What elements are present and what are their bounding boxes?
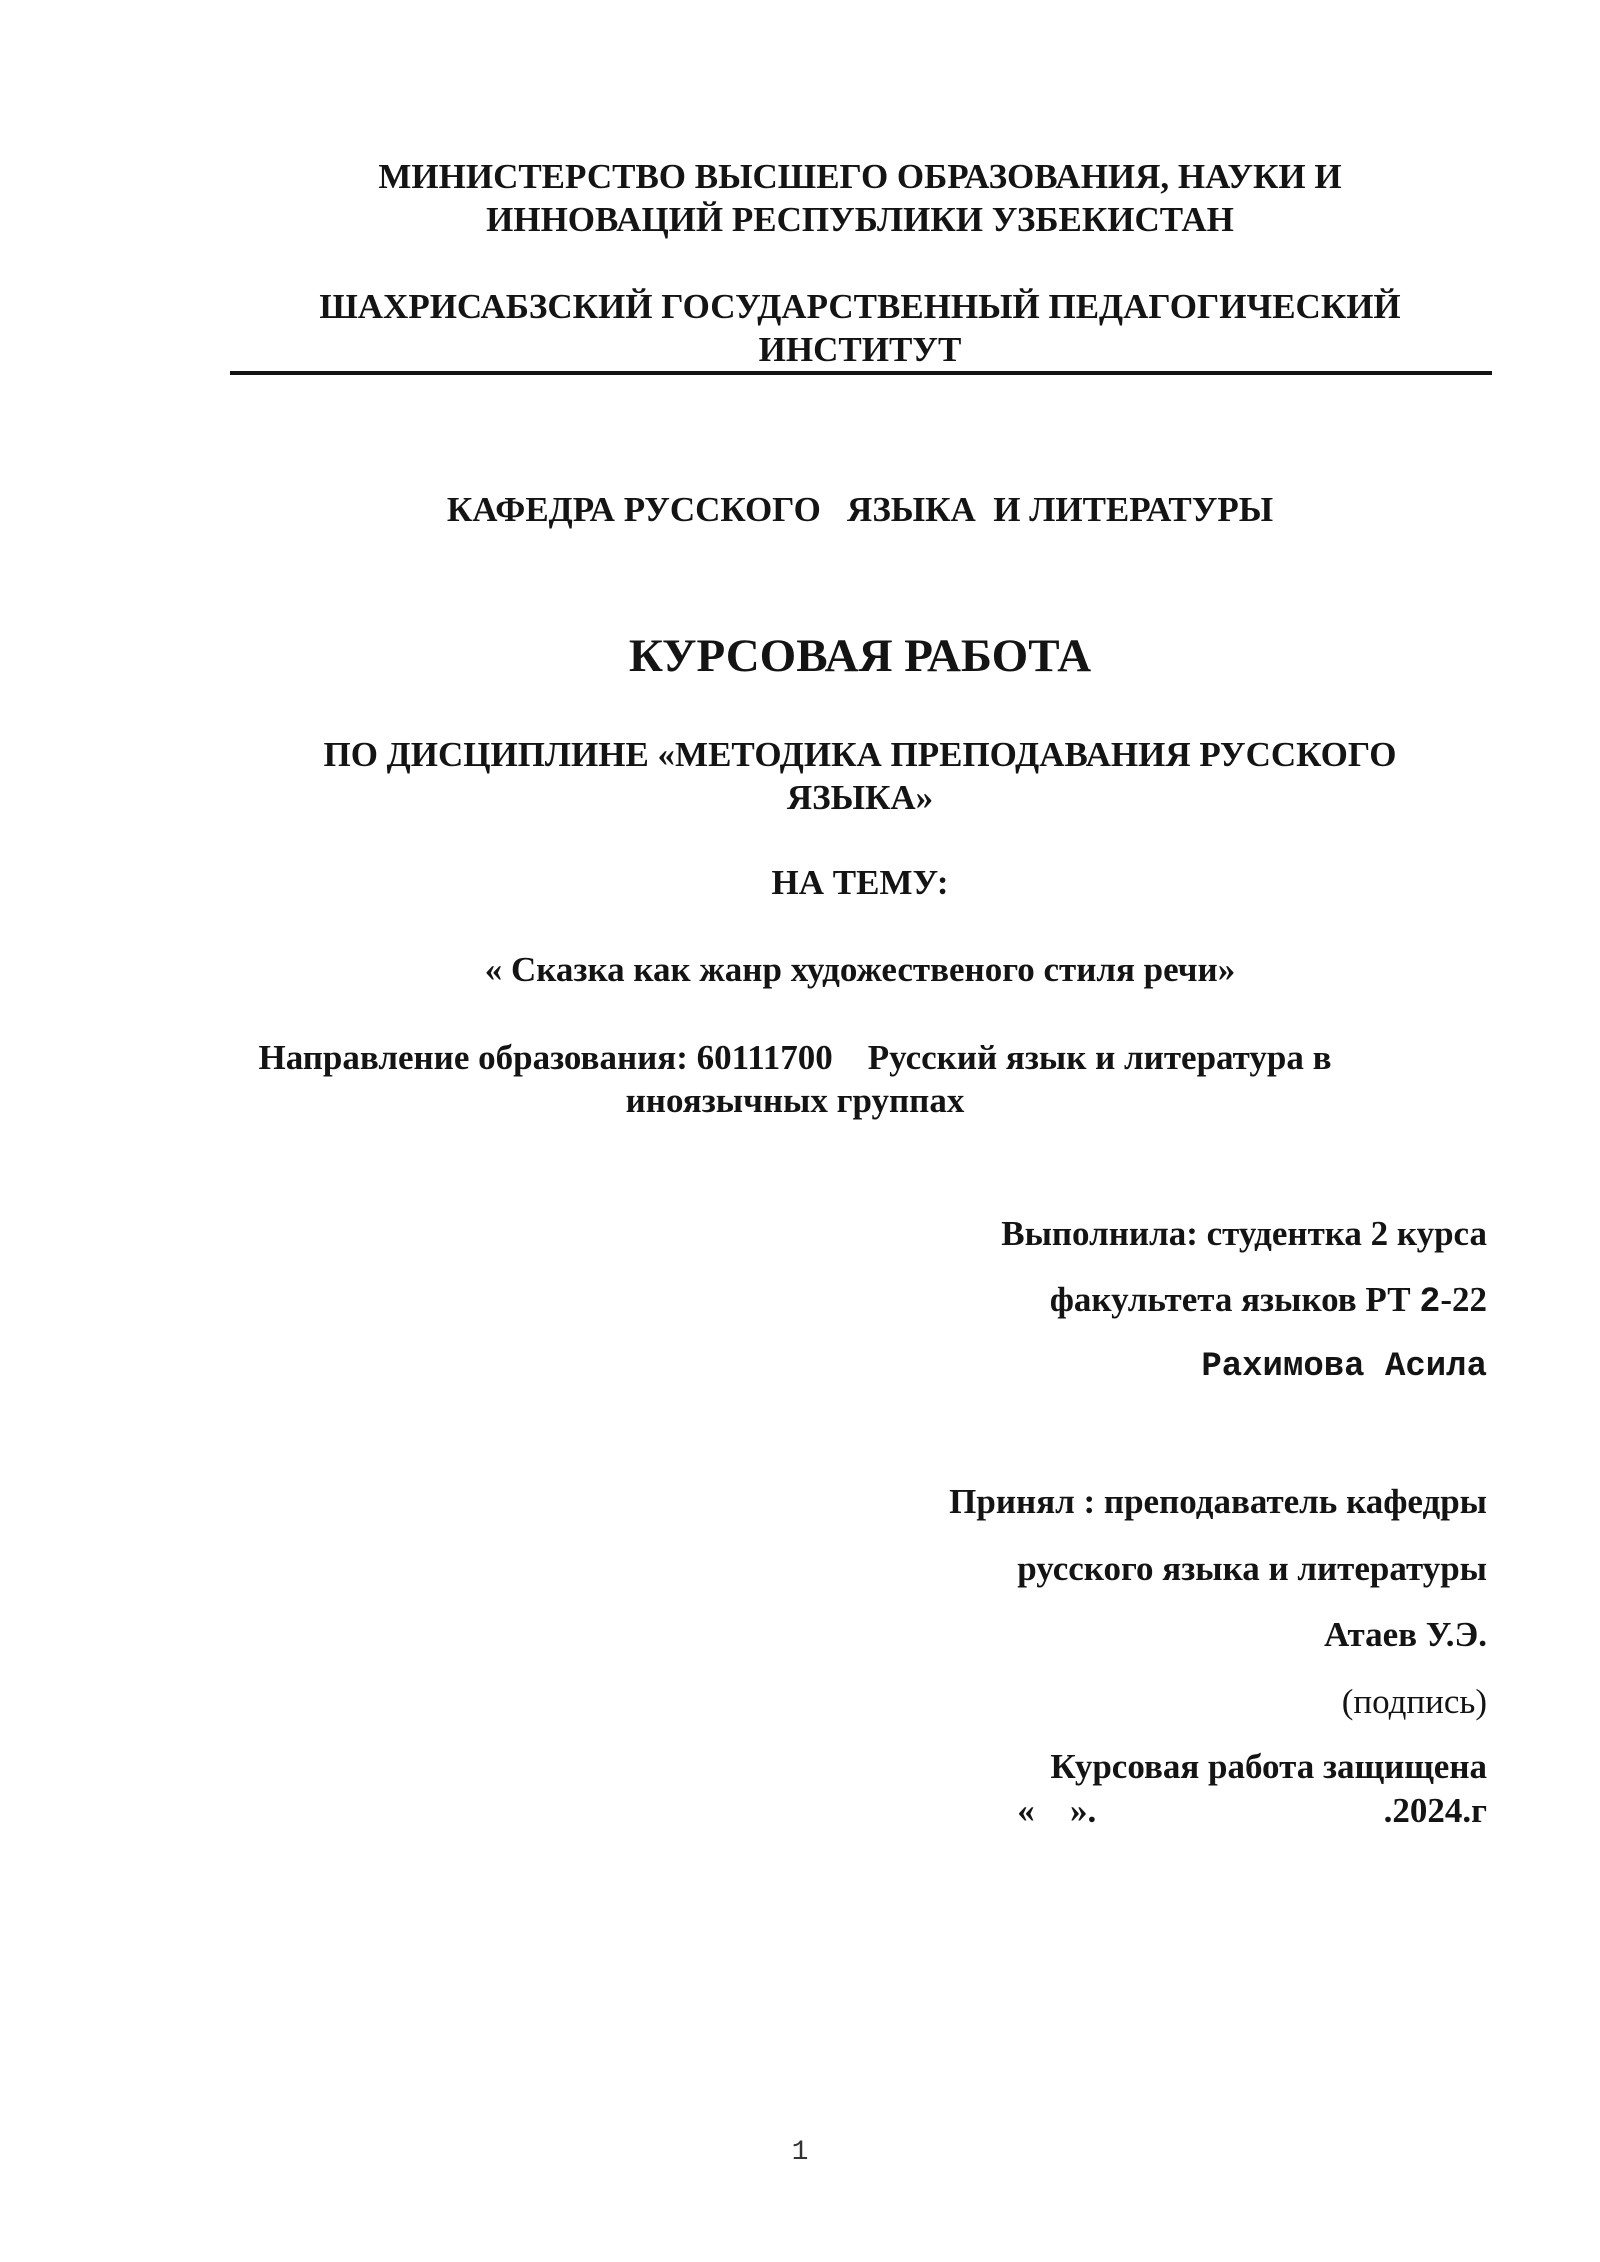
teacher-line-2: русского языка и литературы [1017,1549,1487,1588]
page-number: 1 [791,2137,809,2168]
teacher-line-1: Принял : преподаватель кафедры [949,1482,1487,1521]
ministry-heading [230,155,1490,241]
discipline-line-2: ЯЗЫКА» [786,778,934,817]
discipline-line-1: ПО ДИСЦИПЛИНЕ «МЕТОДИКА ПРЕПОДАВАНИЯ РУССКОГО [323,735,1397,774]
direction-line-2: иноязычных группах [625,1081,965,1120]
defense-date-close-quote: ». [1070,1791,1097,1830]
student-group-suffix: -22 [1440,1280,1487,1319]
defense-year: .2024.г [1383,1791,1487,1830]
institute-heading [230,285,1490,371]
defense-date-open-quote: « [1017,1791,1035,1830]
department-title: КАФЕДРА РУССКОГО ЯЗЫКА И ЛИТЕРАТУРЫ [446,490,1274,529]
teacher-name: Атаев У.Э. [1323,1615,1487,1654]
work-type-title: КУРСОВАЯ РАБОТА [628,630,1092,682]
education-direction [230,1036,1360,1122]
signature-placeholder: (подпись) [1341,1682,1487,1721]
defense-statement: Курсовая работа защищена [1050,1747,1487,1786]
topic-title: « Сказка как жанр художественого стиля речи» [484,950,1236,989]
student-faculty-text: факультета языков РТ [1049,1280,1420,1319]
header-divider [230,371,1492,375]
institute-line-1: ШАХРИСАБЗСКИЙ ГОСУДАРСТВЕННЫЙ ПЕДАГОГИЧЕСКИЙ [319,287,1401,326]
ministry-line-1: МИНИСТЕРСТВО ВЫСШЕГО ОБРАЗОВАНИЯ, НАУКИ И [378,157,1342,196]
student-name: Рахимова Асила [1201,1348,1487,1386]
topic-label: НА ТЕМУ: [771,863,949,902]
ministry-line-2: ИННОВАЦИЙ РЕСПУБЛИКИ УЗБЕКИСТАН [486,200,1234,239]
student-course-digit: 2 [1419,1282,1441,1322]
student-line-1: Выполнила: студентка 2 курса [1001,1214,1487,1253]
discipline-heading [230,733,1490,819]
institute-line-2: ИНСТИТУТ [758,330,962,369]
direction-line-1: Направление образования: 60111700 Русский язык и литература в [258,1038,1332,1077]
student-line-2 [1050,1278,1487,1324]
